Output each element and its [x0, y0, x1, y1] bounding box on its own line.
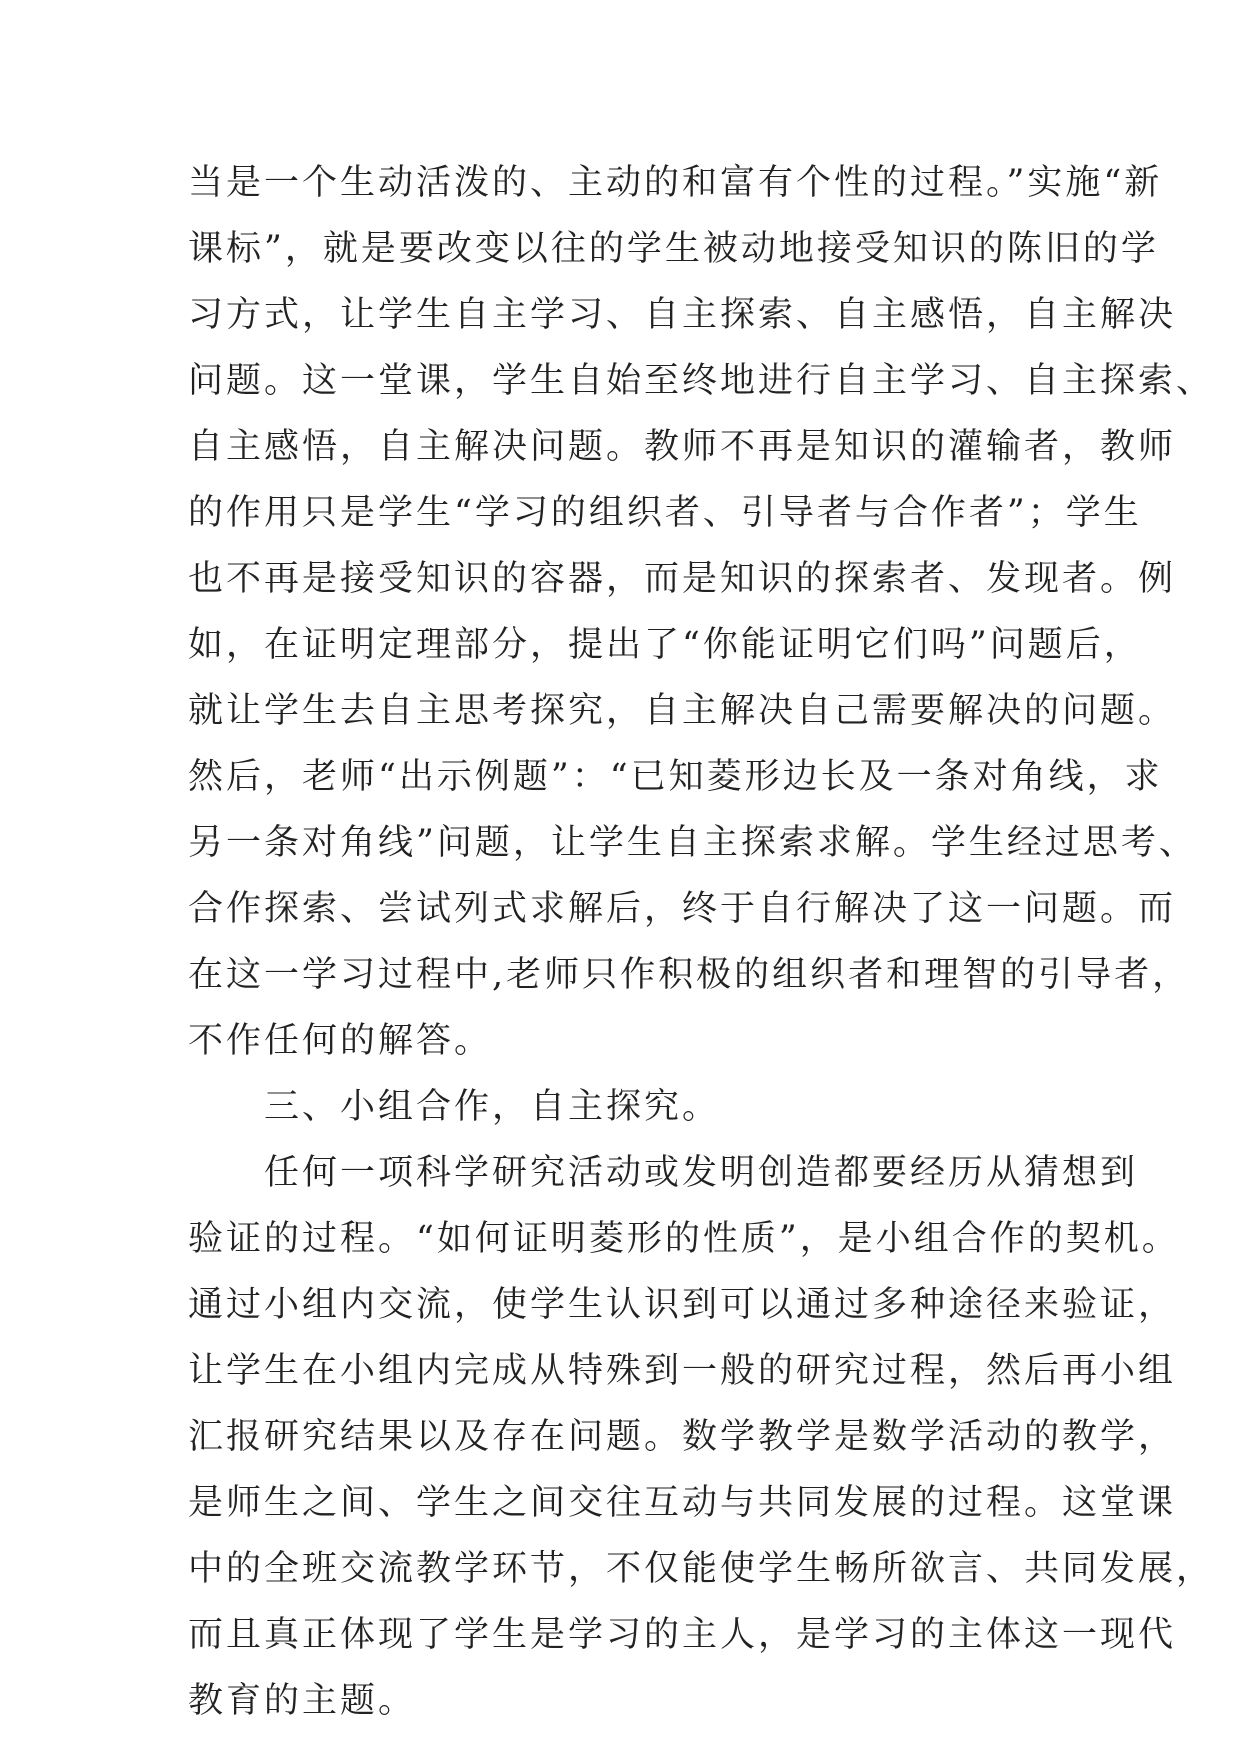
text-line: 验证的过程。“如何证明菱形的性质”，是小组合作的契机。	[188, 1219, 1180, 1259]
text-line: 习方式，让学生自主学习、自主探索、自主感悟，自主解决	[188, 295, 1177, 335]
text-line: 然后，老师“出示例题”：“已知菱形边长及一条对角线，求	[188, 757, 1163, 797]
text-line: 任何一项科学研究活动或发明创造都要经历从猜想到	[188, 1153, 1139, 1193]
text-line: 如，在证明定理部分，提出了“你能证明它们吗”问题后，	[188, 625, 1142, 665]
text-line: 而且真正体现了学生是学习的主人，是学习的主体这一现代	[188, 1615, 1177, 1655]
text-line: 教育的主题。	[188, 1681, 417, 1721]
text-line: 在这一学习过程中,老师只作积极的组织者和理智的引导者，	[188, 955, 1191, 995]
text-line: 课标”，就是要改变以往的学生被动地接受知识的陈旧的学	[188, 229, 1159, 269]
text-line: 是师生之间、学生之间交往互动与共同发展的过程。这堂课	[188, 1483, 1177, 1523]
text-line: 另一条对角线”问题，让学生自主探索求解。学生经过思考、	[188, 823, 1197, 863]
text-line: 合作探索、尝试列式求解后，终于自行解决了这一问题。而	[188, 889, 1177, 929]
text-line: 的作用只是学生“学习的组织者、引导者与合作者”；学生	[188, 493, 1142, 533]
text-line: 中的全班交流教学环节，不仅能使学生畅所欲言、共同发展，	[188, 1549, 1215, 1589]
text-line: 就让学生去自主思考探究，自主解决自己需要解决的问题。	[188, 691, 1177, 731]
text-line: 汇报研究结果以及存在问题。数学教学是数学活动的教学，	[188, 1417, 1177, 1457]
text-line: 让学生在小组内完成从特殊到一般的研究过程，然后再小组	[188, 1351, 1177, 1391]
section-heading: 三、小组合作，自主探究。	[188, 1087, 721, 1127]
body-text	[188, 150, 1215, 1734]
text-line: 通过小组内交流，使学生认识到可以通过多种途径来验证，	[188, 1285, 1177, 1325]
text-line: 当是一个生动活泼的、主动的和富有个性的过程。”实施“新	[188, 163, 1163, 203]
text-line: 也不再是接受知识的容器，而是知识的探索者、发现者。例	[188, 559, 1177, 599]
text-line: 自主感悟，自主解决问题。教师不再是知识的灌输者，教师	[188, 427, 1177, 467]
text-line: 不作任何的解答。	[188, 1021, 493, 1061]
text-line: 问题。这一堂课，学生自始至终地进行自主学习、自主探索、	[188, 361, 1215, 401]
